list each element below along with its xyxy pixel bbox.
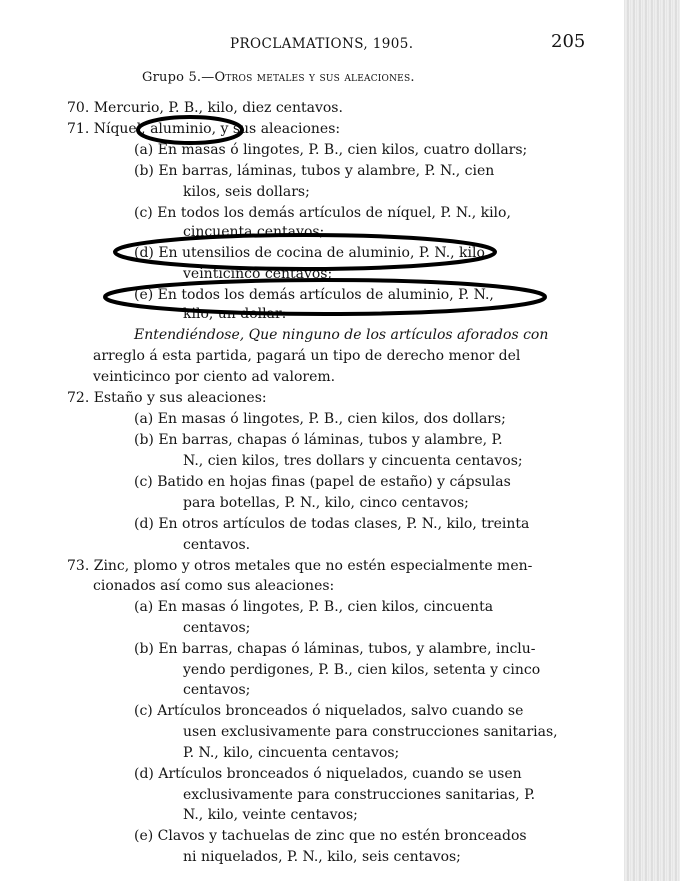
group-heading xyxy=(142,70,415,85)
item-73-c-cont-2: P. N., kilo, cincuenta centavos; xyxy=(183,745,400,761)
item-73-b: (b) En barras, chapas ó láminas, tubos, y alambre, inclu- xyxy=(134,641,536,657)
item-72-c: (c) Batido en hojas finas (papel de estaño) y cápsulas xyxy=(134,474,511,490)
item-71-d-cont: veinticinco centavos; xyxy=(183,266,333,282)
item-72-c-cont: para botellas, P. N., kilo, cinco centavos; xyxy=(183,495,469,511)
item-71-c: (c) En todos los demás artículos de níquel, P. N., kilo, xyxy=(134,205,511,221)
item-71-b: (b) En barras, láminas, tubos y alambre, P. N., cien xyxy=(134,163,495,179)
item-73-cont: cionados así como sus aleaciones: xyxy=(93,578,335,594)
group-heading-prefix: Grupo 5.— xyxy=(142,70,215,85)
item-73-c: (c) Artículos bronceados ó niquelados, salvo cuando se xyxy=(134,703,524,719)
group-heading-title: Otros metales y sus aleaciones. xyxy=(214,70,415,85)
running-header: PROCLAMATIONS, 1905. xyxy=(230,36,414,52)
item-73-a: (a) En masas ó lingotes, P. B., cien kilos, cincuenta xyxy=(134,599,494,615)
item-73-d: (d) Artículos bronceados ó niquelados, cuando se usen xyxy=(134,766,522,782)
proviso-line-2: arreglo á esta partida, pagará un tipo de derecho menor del xyxy=(93,348,521,364)
item-72-b-cont: N., cien kilos, tres dollars y cincuenta centavos; xyxy=(183,453,523,469)
item-72: 72. Estaño y sus aleaciones: xyxy=(67,390,267,406)
item-71-b-cont: kilos, seis dollars; xyxy=(183,184,310,200)
item-71-c-cont: cincuenta centavos; xyxy=(183,224,325,240)
item-72-b: (b) En barras, chapas ó láminas, tubos y alambre, P. xyxy=(134,432,503,448)
page-edge-shadow xyxy=(624,0,680,881)
item-73-b-cont-1: yendo perdigones, P. B., cien kilos, setenta y cinco xyxy=(183,662,541,678)
item-73-c-cont-1: usen exclusivamente para construcciones sanitarias, xyxy=(183,724,558,740)
page-number: 205 xyxy=(551,31,586,52)
item-71-e: (e) En todos los demás artículos de aluminio, P. N., xyxy=(134,287,494,303)
item-72-d-cont: centavos. xyxy=(183,537,251,553)
item-73-a-cont: centavos; xyxy=(183,620,251,636)
item-72-a: (a) En masas ó lingotes, P. B., cien kilos, dos dollars; xyxy=(134,411,506,427)
item-73: 73. Zinc, plomo y otros metales que no estén especialmente men- xyxy=(67,558,533,574)
proviso-line-3: veinticinco por ciento ad valorem. xyxy=(93,369,336,385)
item-71-d: (d) En utensilios de cocina de aluminio, P. N., kilo, xyxy=(134,245,490,261)
item-71: 71. Níquel, aluminio, y sus aleaciones: xyxy=(67,121,341,137)
item-73-d-cont-1: exclusivamente para construcciones sanitarias, P. xyxy=(183,787,536,803)
item-71-a: (a) En masas ó lingotes, P. B., cien kilos, cuatro dollars; xyxy=(134,142,528,158)
item-73-e: (e) Clavos y tachuelas de zinc que no estén bronceados xyxy=(134,828,527,844)
item-71-e-cont: kilo, un dollar: xyxy=(183,306,287,322)
item-73-b-cont-2: centavos; xyxy=(183,682,251,698)
item-70: 70. Mercurio, P. B., kilo, diez centavos. xyxy=(67,100,343,116)
proviso-line-1: Entendiéndose, Que ninguno de los artículos aforados con xyxy=(134,327,549,343)
item-73-e-cont: ni niquelados, P. N., kilo, seis centavos; xyxy=(183,849,461,865)
item-72-d: (d) En otros artículos de todas clases, P. N., kilo, treinta xyxy=(134,516,530,532)
item-73-d-cont-2: N., kilo, veinte centavos; xyxy=(183,807,358,823)
